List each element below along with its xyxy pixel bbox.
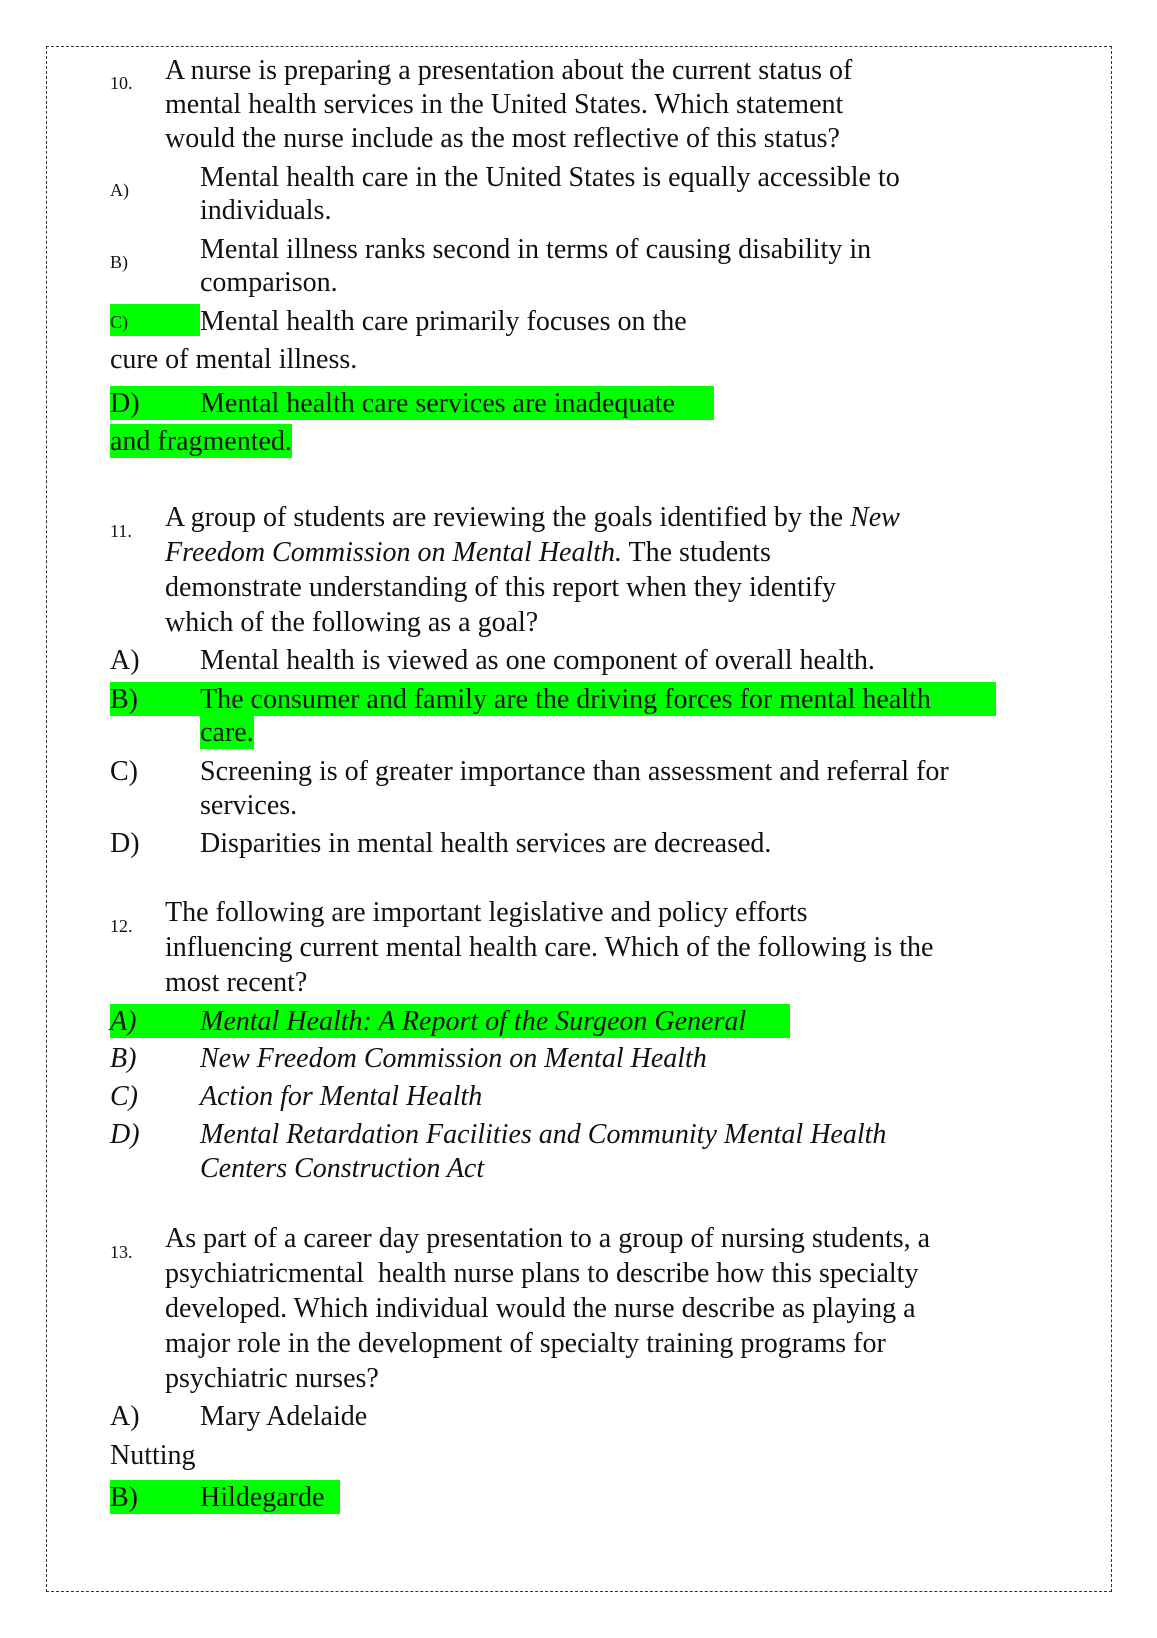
- q11-option-b-line-1: [110, 682, 996, 716]
- q12-option-b-text: New Freedom Commission on Mental Health: [200, 1043, 707, 1074]
- q12-option-c-label: C): [110, 1081, 138, 1112]
- q10-option-d-text-1: Mental health care services are inadequate: [200, 388, 675, 419]
- q11-option-c-text-2: services.: [200, 790, 298, 821]
- q10-stem-line-3: would the nurse include as the most reflective of this status?: [165, 123, 840, 154]
- q11-stem-line-1-italic: New: [850, 502, 900, 533]
- q12-option-a-text: Mental Health: A Report of the Surgeon General: [200, 1006, 747, 1037]
- q13-option-a-text-2: Nutting: [110, 1440, 196, 1471]
- q13-stem-line-1: As part of a career day presentation to a group of nursing students, a: [165, 1223, 931, 1254]
- q13-option-b-label: B): [110, 1482, 138, 1513]
- q11-stem-line-3: demonstrate understanding of this report when they identify: [165, 572, 837, 603]
- q10-option-d-label: D): [110, 388, 140, 419]
- q12-stem-line-1: The following are important legislative and policy efforts: [165, 897, 808, 928]
- q11-stem-line-4: which of the following as a goal?: [165, 607, 539, 638]
- q12-option-a-label: A): [110, 1006, 137, 1037]
- q10-stem-line-1: A nurse is preparing a presentation about the current status of: [165, 55, 853, 86]
- q12-option-d-text-1: Mental Retardation Facilities and Community Mental Health: [200, 1119, 887, 1150]
- q12-option-a: [110, 1004, 790, 1038]
- q11-option-a-text: Mental health is viewed as one component of overall health.: [200, 645, 875, 676]
- q12-option-d-text-2: Centers Construction Act: [200, 1153, 485, 1184]
- q11-stem-line-1: [165, 500, 900, 536]
- q10-option-b-label: B): [110, 252, 128, 272]
- q12-number: 12.: [110, 916, 133, 936]
- q10-option-c-text-2: cure of mental illness.: [110, 344, 358, 375]
- q10-option-a-label: A): [110, 180, 129, 200]
- q10-option-b-text-1: Mental illness ranks second in terms of causing disability in: [200, 234, 872, 265]
- q11-option-c-label: C): [110, 756, 138, 787]
- q10-option-d-text-2: and fragmented.: [110, 426, 292, 457]
- q11-option-a-label: A): [110, 645, 140, 676]
- q13-stem-line-2: psychiatricmental health nurse plans to describe how this specialty: [165, 1258, 919, 1289]
- q11-stem-line-2: [165, 535, 771, 571]
- q10-option-c-label: C): [110, 304, 200, 336]
- q10-option-d-line-1: [110, 386, 714, 420]
- q12-option-d-label: D): [110, 1119, 140, 1150]
- q10-stem-line-2: mental health services in the United States. Which statement: [165, 89, 844, 120]
- q13-option-b: [110, 1480, 340, 1514]
- q11-option-b-text-2: care.: [200, 717, 254, 748]
- q11-option-b-text-1: The consumer and family are the driving forces for mental health: [200, 684, 931, 715]
- q11-stem-line-2-text: The students: [622, 537, 771, 568]
- q11-stem-report-title: Freedom Commission on Mental Health.: [165, 537, 623, 568]
- q10-option-c-text-1: Mental health care primarily focuses on the: [200, 306, 687, 337]
- q11-option-c-text-1: Screening is of greater importance than assessment and referral for: [200, 756, 949, 787]
- q11-option-d-label: D): [110, 828, 140, 859]
- q13-option-a-label: A): [110, 1401, 140, 1432]
- q13-option-a-text-1: Mary Adelaide: [200, 1401, 368, 1432]
- q12-stem-line-2: influencing current mental health care. Which of the following is the: [165, 932, 934, 963]
- q10-option-a-text-2: individuals.: [200, 195, 332, 226]
- q11-number: 11.: [110, 521, 132, 541]
- q12-stem-line-3: most recent?: [165, 967, 308, 998]
- q11-stem-line-1-text: A group of students are reviewing the goals identified by the: [165, 502, 844, 533]
- q10-option-a-text-1: Mental health care in the United States is equally accessible to: [200, 162, 900, 193]
- q13-number: 13.: [110, 1242, 133, 1262]
- q10-number: 10.: [110, 73, 133, 93]
- q11-option-d-text: Disparities in mental health services are decreased.: [200, 828, 772, 859]
- q10-option-b-text-2: comparison.: [200, 267, 338, 298]
- q12-option-b-label: B): [110, 1043, 137, 1074]
- q13-option-b-text: Hildegarde: [200, 1482, 325, 1513]
- q12-option-c-text: Action for Mental Health: [200, 1081, 483, 1112]
- q13-stem-line-5: psychiatric nurses?: [165, 1363, 379, 1394]
- q11-option-b-label: B): [110, 684, 138, 715]
- q13-stem-line-4: major role in the development of specialty training programs for: [165, 1328, 886, 1359]
- q13-stem-line-3: developed. Which individual would the nurse describe as playing a: [165, 1293, 916, 1324]
